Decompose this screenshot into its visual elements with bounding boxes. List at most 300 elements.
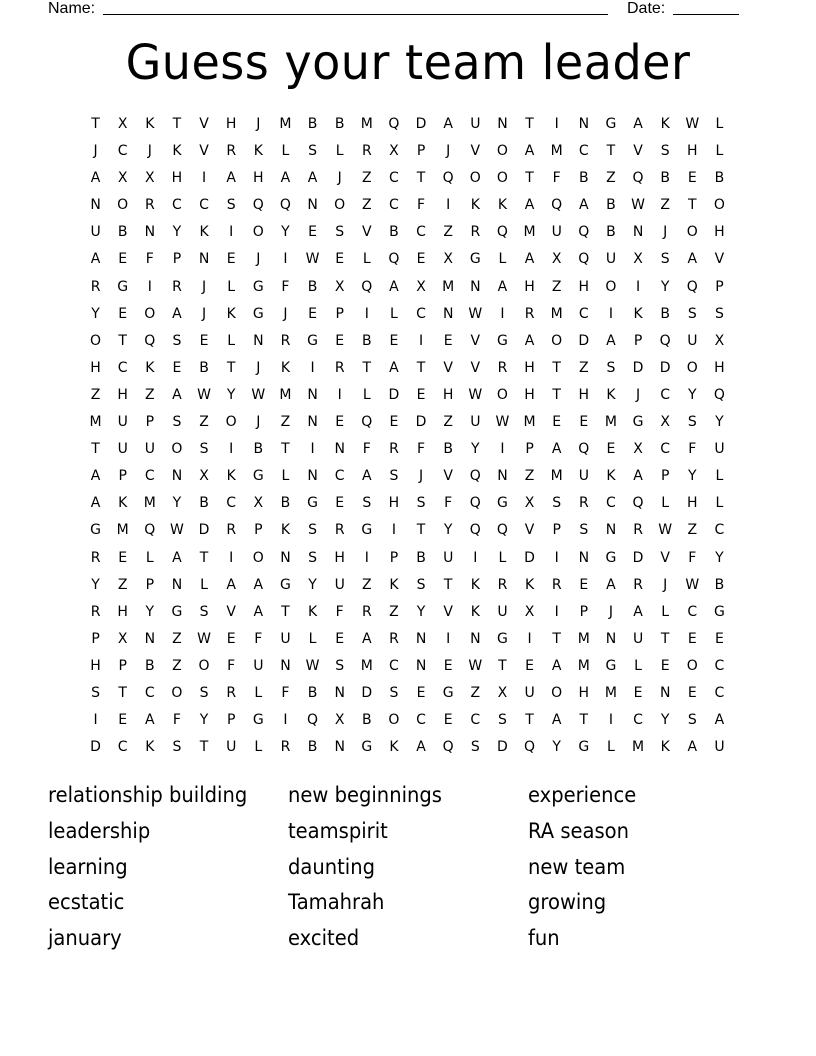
- grid-cell[interactable]: E: [199, 332, 209, 349]
- grid-cell[interactable]: U: [90, 224, 101, 241]
- grid-cell[interactable]: H: [578, 684, 590, 701]
- grid-cell[interactable]: D: [90, 739, 101, 756]
- grid-cell[interactable]: C: [144, 684, 155, 701]
- grid-cell[interactable]: P: [226, 712, 236, 729]
- grid-cell[interactable]: E: [443, 712, 453, 729]
- grid-cell[interactable]: R: [90, 278, 101, 295]
- grid-cell[interactable]: P: [335, 305, 344, 322]
- grid-cell[interactable]: I: [608, 712, 613, 729]
- grid-cell[interactable]: G: [605, 549, 617, 566]
- grid-cell[interactable]: W: [468, 657, 483, 674]
- grid-cell[interactable]: M: [577, 630, 590, 647]
- grid-cell[interactable]: U: [632, 630, 644, 647]
- grid-cell[interactable]: V: [362, 224, 372, 241]
- grid-cell[interactable]: P: [118, 657, 127, 674]
- grid-cell[interactable]: W: [631, 197, 645, 214]
- grid-cell[interactable]: I: [500, 441, 505, 458]
- grid-cell[interactable]: S: [172, 414, 182, 431]
- grid-cell[interactable]: V: [470, 359, 481, 376]
- grid-cell[interactable]: T: [525, 116, 534, 132]
- grid-cell[interactable]: T: [362, 359, 372, 376]
- grid-cell[interactable]: K: [633, 305, 643, 322]
- grid-cell[interactable]: L: [715, 468, 724, 485]
- grid-cell[interactable]: J: [635, 386, 641, 403]
- grid-cell[interactable]: L: [498, 251, 507, 268]
- grid-cell[interactable]: W: [468, 305, 483, 322]
- grid-cell[interactable]: V: [199, 116, 209, 132]
- grid-cell[interactable]: Y: [443, 522, 453, 539]
- grid-cell[interactable]: Z: [524, 468, 535, 485]
- grid-cell[interactable]: Q: [469, 522, 481, 539]
- grid-cell[interactable]: E: [226, 630, 236, 647]
- grid-cell[interactable]: P: [552, 522, 561, 539]
- grid-cell[interactable]: A: [307, 170, 318, 187]
- grid-cell[interactable]: Q: [307, 712, 319, 729]
- grid-cell[interactable]: J: [256, 116, 261, 132]
- grid-cell[interactable]: E: [687, 684, 697, 701]
- grid-cell[interactable]: K: [524, 576, 535, 593]
- grid-cell[interactable]: I: [201, 170, 207, 187]
- grid-cell[interactable]: C: [389, 170, 399, 187]
- grid-cell[interactable]: S: [362, 495, 372, 512]
- grid-cell[interactable]: T: [552, 386, 561, 403]
- grid-cell[interactable]: E: [443, 657, 453, 674]
- grid-cell[interactable]: E: [443, 332, 453, 349]
- grid-cell[interactable]: D: [497, 739, 508, 756]
- grid-cell[interactable]: S: [389, 468, 399, 485]
- grid-cell[interactable]: L: [254, 739, 263, 756]
- grid-cell[interactable]: H: [524, 359, 535, 376]
- grid-cell[interactable]: K: [280, 522, 291, 539]
- grid-cell[interactable]: G: [605, 657, 617, 674]
- grid-cell[interactable]: S: [470, 739, 480, 756]
- grid-cell[interactable]: G: [497, 495, 508, 512]
- grid-cell[interactable]: F: [552, 170, 561, 187]
- grid-cell[interactable]: S: [660, 143, 670, 160]
- grid-cell[interactable]: J: [256, 414, 261, 431]
- grid-cell[interactable]: U: [714, 739, 725, 756]
- grid-cell[interactable]: S: [606, 359, 616, 376]
- grid-cell[interactable]: D: [632, 549, 644, 566]
- grid-cell[interactable]: N: [497, 468, 508, 485]
- grid-cell[interactable]: Z: [145, 386, 155, 403]
- grid-cell[interactable]: Q: [632, 495, 644, 512]
- grid-cell[interactable]: V: [633, 143, 643, 160]
- grid-cell[interactable]: Q: [632, 170, 644, 187]
- grid-cell[interactable]: K: [172, 143, 182, 160]
- grid-cell[interactable]: O: [496, 386, 508, 403]
- grid-cell[interactable]: N: [307, 386, 318, 403]
- grid-cell[interactable]: B: [714, 576, 725, 593]
- grid-cell[interactable]: I: [147, 278, 152, 295]
- grid-cell[interactable]: E: [715, 630, 724, 647]
- grid-cell[interactable]: S: [172, 739, 182, 756]
- grid-cell[interactable]: S: [308, 522, 317, 539]
- grid-cell[interactable]: N: [307, 468, 318, 485]
- grid-cell[interactable]: L: [227, 332, 236, 349]
- grid-cell[interactable]: S: [199, 441, 209, 458]
- grid-cell[interactable]: U: [117, 441, 128, 458]
- grid-cell[interactable]: Z: [172, 657, 182, 674]
- grid-cell[interactable]: H: [578, 386, 590, 403]
- grid-cell[interactable]: C: [660, 441, 671, 458]
- grid-cell[interactable]: R: [226, 522, 237, 539]
- grid-cell[interactable]: F: [254, 630, 263, 647]
- grid-cell[interactable]: M: [442, 278, 455, 295]
- grid-cell[interactable]: Q: [686, 278, 698, 295]
- grid-cell[interactable]: O: [144, 305, 156, 322]
- grid-cell[interactable]: O: [334, 197, 346, 214]
- grid-cell[interactable]: F: [362, 441, 371, 458]
- grid-cell[interactable]: T: [199, 739, 209, 756]
- grid-cell[interactable]: H: [442, 386, 454, 403]
- grid-cell[interactable]: L: [281, 468, 290, 485]
- grid-cell[interactable]: N: [415, 630, 427, 647]
- grid-cell[interactable]: W: [305, 657, 320, 674]
- grid-cell[interactable]: T: [552, 630, 561, 647]
- grid-cell[interactable]: B: [362, 712, 372, 729]
- grid-cell[interactable]: F: [281, 684, 290, 701]
- grid-cell[interactable]: E: [118, 251, 128, 268]
- grid-cell[interactable]: B: [253, 441, 264, 458]
- grid-cell[interactable]: Z: [117, 576, 128, 593]
- grid-cell[interactable]: O: [90, 332, 102, 349]
- grid-cell[interactable]: K: [145, 116, 155, 132]
- grid-cell[interactable]: F: [444, 495, 453, 512]
- grid-cell[interactable]: O: [252, 224, 264, 241]
- grid-cell[interactable]: X: [524, 495, 535, 512]
- grid-cell[interactable]: A: [90, 468, 101, 485]
- grid-cell[interactable]: B: [389, 224, 399, 241]
- grid-cell[interactable]: Q: [252, 197, 264, 214]
- grid-cell[interactable]: C: [606, 495, 616, 512]
- grid-cell[interactable]: C: [334, 468, 345, 485]
- grid-cell[interactable]: Y: [660, 712, 670, 729]
- grid-cell[interactable]: Y: [715, 549, 724, 566]
- grid-cell[interactable]: Q: [469, 495, 481, 512]
- grid-cell[interactable]: T: [91, 441, 100, 458]
- grid-cell[interactable]: S: [687, 712, 697, 729]
- grid-cell[interactable]: S: [552, 495, 562, 512]
- grid-cell[interactable]: X: [443, 251, 453, 268]
- grid-cell[interactable]: J: [147, 143, 152, 160]
- grid-cell[interactable]: R: [226, 684, 237, 701]
- grid-cell[interactable]: A: [172, 386, 182, 403]
- grid-cell[interactable]: A: [606, 332, 616, 349]
- grid-cell[interactable]: Q: [442, 739, 454, 756]
- grid-cell[interactable]: Z: [579, 359, 589, 376]
- grid-cell[interactable]: Q: [388, 116, 400, 132]
- grid-cell[interactable]: Y: [308, 576, 317, 593]
- grid-cell[interactable]: J: [418, 468, 424, 485]
- grid-cell[interactable]: X: [253, 495, 264, 512]
- grid-cell[interactable]: L: [362, 386, 371, 403]
- grid-cell[interactable]: S: [497, 712, 507, 729]
- grid-cell[interactable]: R: [226, 143, 237, 160]
- grid-cell[interactable]: I: [364, 549, 369, 566]
- grid-cell[interactable]: R: [551, 576, 562, 593]
- grid-cell[interactable]: J: [608, 603, 613, 620]
- grid-cell[interactable]: N: [334, 684, 345, 701]
- grid-cell[interactable]: X: [334, 278, 345, 295]
- grid-cell[interactable]: R: [90, 603, 101, 620]
- grid-cell[interactable]: D: [578, 332, 590, 349]
- grid-cell[interactable]: L: [362, 251, 371, 268]
- grid-cell[interactable]: P: [633, 332, 643, 349]
- grid-cell[interactable]: U: [470, 414, 481, 431]
- grid-cell[interactable]: A: [687, 251, 698, 268]
- grid-cell[interactable]: M: [550, 143, 563, 160]
- grid-cell[interactable]: A: [551, 657, 562, 674]
- grid-cell[interactable]: E: [416, 251, 426, 268]
- grid-cell[interactable]: E: [335, 414, 345, 431]
- grid-cell[interactable]: Z: [443, 414, 453, 431]
- grid-cell[interactable]: F: [172, 712, 181, 729]
- grid-cell[interactable]: N: [280, 657, 291, 674]
- grid-cell[interactable]: I: [93, 712, 98, 729]
- grid-cell[interactable]: I: [337, 386, 342, 403]
- grid-cell[interactable]: K: [606, 386, 616, 403]
- grid-cell[interactable]: L: [390, 305, 398, 322]
- grid-cell[interactable]: B: [416, 549, 426, 566]
- grid-cell[interactable]: Z: [687, 522, 698, 539]
- grid-cell[interactable]: A: [226, 576, 236, 593]
- grid-cell[interactable]: T: [660, 630, 670, 647]
- grid-cell[interactable]: A: [90, 495, 101, 512]
- grid-cell[interactable]: C: [117, 359, 128, 376]
- grid-cell[interactable]: A: [172, 549, 182, 566]
- grid-cell[interactable]: G: [442, 684, 454, 701]
- grid-cell[interactable]: K: [145, 739, 155, 756]
- grid-cell[interactable]: N: [144, 630, 156, 647]
- grid-cell[interactable]: U: [117, 414, 128, 431]
- grid-cell[interactable]: J: [201, 305, 207, 322]
- grid-cell[interactable]: F: [688, 441, 697, 458]
- grid-cell[interactable]: B: [117, 224, 128, 241]
- grid-cell[interactable]: K: [470, 576, 480, 593]
- grid-cell[interactable]: A: [524, 251, 535, 268]
- grid-cell[interactable]: Y: [688, 468, 697, 485]
- grid-cell[interactable]: M: [279, 116, 292, 132]
- grid-cell[interactable]: N: [470, 630, 481, 647]
- grid-cell[interactable]: M: [523, 224, 536, 241]
- grid-cell[interactable]: E: [525, 657, 534, 674]
- grid-cell[interactable]: W: [170, 522, 184, 539]
- grid-cell[interactable]: X: [714, 332, 725, 349]
- grid-cell[interactable]: M: [360, 657, 373, 674]
- grid-cell[interactable]: E: [335, 332, 345, 349]
- grid-cell[interactable]: T: [226, 359, 236, 376]
- grid-cell[interactable]: R: [389, 630, 399, 647]
- grid-cell[interactable]: Y: [145, 603, 155, 620]
- grid-cell[interactable]: Y: [281, 224, 290, 241]
- grid-cell[interactable]: U: [280, 630, 291, 647]
- grid-cell[interactable]: D: [632, 359, 644, 376]
- grid-cell[interactable]: R: [280, 739, 291, 756]
- grid-cell[interactable]: I: [229, 441, 234, 458]
- grid-cell[interactable]: P: [172, 251, 182, 268]
- grid-cell[interactable]: V: [443, 468, 453, 485]
- grid-cell[interactable]: A: [172, 305, 182, 322]
- grid-cell[interactable]: H: [225, 116, 237, 132]
- grid-cell[interactable]: I: [608, 305, 613, 322]
- grid-cell[interactable]: A: [551, 441, 562, 458]
- grid-cell[interactable]: I: [446, 197, 451, 214]
- grid-cell[interactable]: Q: [361, 414, 373, 431]
- grid-cell[interactable]: N: [171, 468, 183, 485]
- grid-cell[interactable]: A: [362, 630, 372, 647]
- grid-cell[interactable]: T: [688, 197, 697, 214]
- grid-cell[interactable]: T: [172, 116, 182, 132]
- grid-cell[interactable]: N: [578, 549, 590, 566]
- grid-cell[interactable]: Q: [469, 468, 481, 485]
- grid-cell[interactable]: G: [307, 332, 318, 349]
- grid-cell[interactable]: O: [605, 278, 617, 295]
- grid-cell[interactable]: G: [605, 116, 617, 132]
- grid-cell[interactable]: I: [391, 522, 396, 539]
- grid-cell[interactable]: A: [633, 116, 643, 132]
- grid-cell[interactable]: A: [90, 170, 101, 187]
- grid-cell[interactable]: C: [714, 522, 725, 539]
- grid-cell[interactable]: V: [199, 143, 209, 160]
- grid-cell[interactable]: Y: [226, 386, 236, 403]
- grid-cell[interactable]: W: [251, 386, 266, 403]
- grid-cell[interactable]: C: [117, 143, 128, 160]
- grid-cell[interactable]: C: [199, 197, 209, 214]
- grid-cell[interactable]: P: [91, 630, 100, 647]
- grid-cell[interactable]: B: [334, 116, 345, 132]
- grid-cell[interactable]: Y: [91, 576, 100, 593]
- grid-cell[interactable]: R: [334, 522, 345, 539]
- grid-cell[interactable]: Q: [361, 278, 373, 295]
- grid-cell[interactable]: B: [579, 170, 589, 187]
- grid-cell[interactable]: N: [578, 116, 590, 132]
- grid-cell[interactable]: G: [469, 251, 481, 268]
- grid-cell[interactable]: E: [552, 414, 562, 431]
- grid-cell[interactable]: G: [252, 468, 264, 485]
- grid-cell[interactable]: T: [525, 712, 534, 729]
- grid-cell[interactable]: N: [144, 224, 156, 241]
- grid-cell[interactable]: H: [253, 170, 264, 187]
- grid-cell[interactable]: I: [527, 630, 532, 647]
- grid-cell[interactable]: A: [579, 197, 589, 214]
- grid-cell[interactable]: M: [550, 468, 563, 485]
- grid-cell[interactable]: I: [554, 549, 559, 566]
- grid-cell[interactable]: I: [554, 603, 559, 620]
- grid-cell[interactable]: B: [443, 441, 453, 458]
- grid-cell[interactable]: O: [496, 170, 508, 187]
- grid-cell[interactable]: Z: [660, 197, 670, 214]
- grid-cell[interactable]: S: [91, 684, 100, 701]
- grid-cell[interactable]: O: [686, 657, 698, 674]
- grid-cell[interactable]: H: [714, 224, 725, 241]
- grid-cell[interactable]: B: [199, 359, 209, 376]
- grid-cell[interactable]: T: [281, 441, 290, 458]
- grid-cell[interactable]: H: [388, 495, 400, 512]
- grid-cell[interactable]: N: [171, 576, 183, 593]
- grid-cell[interactable]: H: [90, 657, 101, 674]
- grid-cell[interactable]: N: [90, 197, 101, 214]
- grid-cell[interactable]: M: [116, 522, 129, 539]
- grid-cell[interactable]: T: [118, 332, 127, 349]
- grid-cell[interactable]: C: [578, 305, 589, 322]
- grid-cell[interactable]: J: [256, 359, 261, 376]
- grid-cell[interactable]: R: [334, 359, 345, 376]
- grid-cell[interactable]: U: [578, 468, 589, 485]
- grid-cell[interactable]: L: [308, 630, 317, 647]
- grid-cell[interactable]: D: [415, 116, 427, 132]
- grid-cell[interactable]: A: [524, 197, 535, 214]
- grid-cell[interactable]: O: [713, 197, 725, 214]
- grid-cell[interactable]: M: [279, 386, 292, 403]
- grid-cell[interactable]: C: [416, 305, 426, 322]
- grid-cell[interactable]: O: [252, 549, 264, 566]
- grid-cell[interactable]: K: [118, 495, 128, 512]
- grid-cell[interactable]: X: [551, 251, 562, 268]
- grid-cell[interactable]: F: [417, 197, 426, 214]
- grid-cell[interactable]: W: [685, 116, 700, 132]
- grid-cell[interactable]: M: [143, 495, 156, 512]
- grid-cell[interactable]: E: [308, 224, 317, 241]
- grid-cell[interactable]: O: [551, 332, 563, 349]
- grid-cell[interactable]: G: [497, 630, 508, 647]
- grid-cell[interactable]: P: [715, 278, 724, 295]
- grid-cell[interactable]: N: [307, 414, 318, 431]
- grid-cell[interactable]: S: [172, 332, 182, 349]
- grid-cell[interactable]: R: [633, 522, 643, 539]
- grid-cell[interactable]: B: [145, 657, 155, 674]
- grid-cell[interactable]: F: [145, 251, 154, 268]
- grid-cell[interactable]: E: [118, 549, 128, 566]
- grid-cell[interactable]: K: [606, 468, 616, 485]
- grid-cell[interactable]: L: [498, 549, 507, 566]
- grid-cell[interactable]: Z: [443, 224, 453, 241]
- grid-cell[interactable]: W: [685, 576, 700, 593]
- grid-cell[interactable]: N: [280, 549, 291, 566]
- grid-cell[interactable]: B: [280, 495, 291, 512]
- grid-cell[interactable]: D: [361, 684, 373, 701]
- grid-cell[interactable]: O: [469, 170, 481, 187]
- grid-cell[interactable]: S: [687, 414, 697, 431]
- grid-cell[interactable]: N: [659, 684, 671, 701]
- grid-cell[interactable]: K: [253, 143, 263, 160]
- grid-cell[interactable]: H: [171, 170, 183, 187]
- grid-cell[interactable]: Q: [578, 251, 590, 268]
- grid-cell[interactable]: C: [660, 386, 671, 403]
- grid-cell[interactable]: K: [199, 224, 209, 241]
- grid-cell[interactable]: C: [470, 712, 481, 729]
- grid-cell[interactable]: C: [687, 603, 698, 620]
- grid-cell[interactable]: A: [524, 332, 535, 349]
- grid-cell[interactable]: D: [659, 359, 671, 376]
- grid-cell[interactable]: O: [686, 224, 698, 241]
- grid-cell[interactable]: O: [686, 359, 698, 376]
- grid-cell[interactable]: V: [470, 332, 481, 349]
- grid-cell[interactable]: X: [633, 441, 643, 458]
- grid-cell[interactable]: K: [389, 576, 399, 593]
- grid-cell[interactable]: C: [714, 657, 725, 674]
- grid-cell[interactable]: N: [198, 251, 210, 268]
- grid-cell[interactable]: U: [226, 739, 237, 756]
- grid-cell[interactable]: C: [416, 224, 426, 241]
- grid-cell[interactable]: L: [661, 495, 670, 512]
- grid-cell[interactable]: U: [253, 657, 264, 674]
- grid-cell[interactable]: Y: [715, 414, 724, 431]
- grid-cell[interactable]: B: [199, 495, 209, 512]
- grid-cell[interactable]: U: [551, 224, 562, 241]
- grid-cell[interactable]: L: [227, 278, 236, 295]
- grid-cell[interactable]: V: [470, 143, 481, 160]
